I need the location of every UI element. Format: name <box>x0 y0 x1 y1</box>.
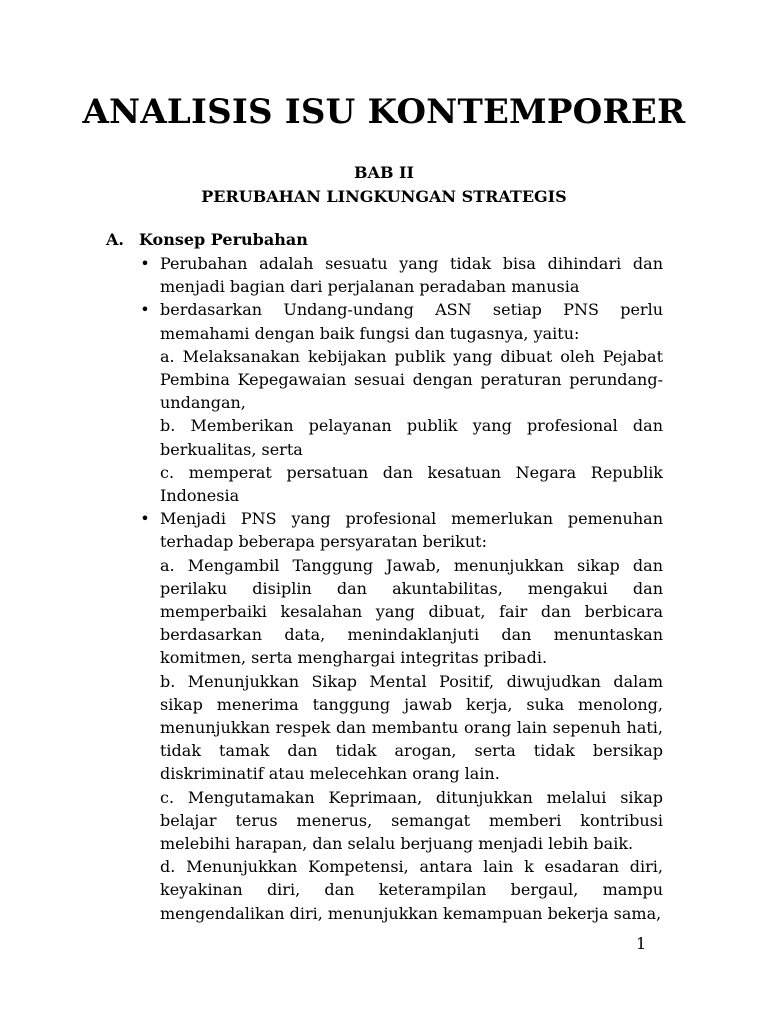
bullet-text: Menjadi PNS yang profesional memerlukan pemenuhan terhadap beberapa persyaratan berikut: <box>160 509 663 552</box>
section-heading <box>106 230 308 250</box>
bullet-item <box>140 298 663 507</box>
chapter-title: PERUBAHAN LINGKUNGAN STRATEGIS <box>201 187 567 206</box>
sub-item: b. Memberikan pelayanan publik yang profesional dan berkualitas, serta <box>160 416 663 459</box>
bullet-marker: • <box>140 300 150 320</box>
sub-item: d. Menunjukkan Kompetensi, antara lain k esadaran diri, keyakinan diri, dan keterampilan bergaul, mampu mengendalikan diri, menunjukkan kemampuan bekerja sama, <box>160 857 663 923</box>
sub-item: a. Melaksanakan kebijakan publik yang dibuat oleh Pejabat Pembina Kepegawaian sesuai dengan peraturan perundang-undangan, <box>160 346 663 413</box>
section-letter: A. <box>106 230 124 249</box>
bullet-marker: • <box>140 509 150 529</box>
bullet-text: Perubahan adalah sesuatu yang tidak bisa dihindari dan menjadi bagian dari perjalanan peradaban manusia <box>160 254 663 297</box>
sub-item: c. Mengutamakan Keprimaan, ditunjukkan melalui sikap belajar terus menerus, semangat memberi kontribusi melebihi harapan, dan selalu berjuang menjadi lebih baik. <box>160 787 663 854</box>
sub-item: a. Mengambil Tanggung Jawab, menunjukkan sikap dan perilaku disiplin dan akuntabilitas, mengakui dan memperbaiki kesalahan yang dibuat, fair dan berbicara berdasarkan data, menindaklanjuti dan menuntaskan komitmen, serta menghargai integritas pribadi. <box>160 555 663 668</box>
sub-item: c. memperat persatuan dan kesatuan Negara Republik Indonesia <box>160 462 663 506</box>
bullet-marker: • <box>140 254 150 273</box>
bullet-item <box>140 252 663 298</box>
sub-item: b. Menunjukkan Sikap Mental Positif, diwujudkan dalam sikap menerima tanggung jawab kerja, suka menolong, menunjukkan respek dan membantu orang lain sepenuh hati, tidak tamak dan tidak arogan, serta tidak bersikap diskriminatif atau melecehkan orang lain. <box>160 671 663 784</box>
section-content <box>140 252 663 925</box>
bullet-item <box>140 507 663 925</box>
section-title: Konsep Perubahan <box>139 230 308 249</box>
document-title: ANALISIS ISU KONTEMPORER <box>82 92 686 132</box>
bullet-text: berdasarkan Undang-undang ASN setiap PNS perlu memahami dengan baik fungsi dan tugasnya, yaitu: <box>160 300 663 343</box>
chapter-label: BAB II <box>354 163 414 182</box>
page-number: 1 <box>636 934 647 953</box>
